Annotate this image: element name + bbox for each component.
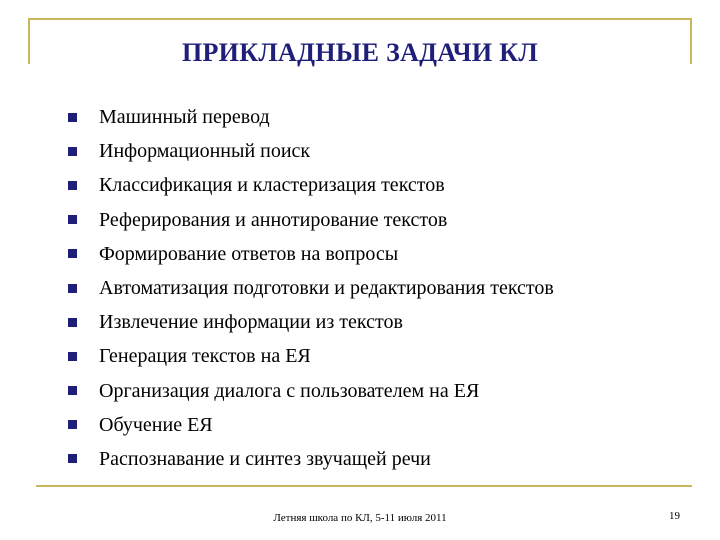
footer-caption: Летняя школа по КЛ, 5-11 июля 2011 (273, 512, 447, 524)
list-item (68, 271, 688, 305)
square-bullet-icon (68, 284, 77, 293)
list-item-text: Генерация текстов на ЕЯ (99, 345, 311, 368)
list-item (68, 168, 688, 202)
list-item (68, 374, 688, 408)
frame-top-line (28, 18, 692, 20)
square-bullet-icon (68, 420, 77, 429)
list-item-text: Извлечение информации из текстов (99, 311, 403, 334)
square-bullet-icon (68, 249, 77, 258)
list-item-text: Формирование ответов на вопросы (99, 242, 399, 265)
slide-title: ПРИКЛАДНЫЕ ЗАДАЧИ КЛ (181, 38, 539, 67)
square-bullet-icon (68, 318, 77, 327)
footer-divider (36, 485, 692, 487)
list-item-text: Реферирования и аннотирование текстов (99, 208, 448, 231)
list-item (68, 134, 688, 168)
list-item-text: Организация диалога с пользователем на ЕЯ (99, 379, 480, 402)
list-item (68, 203, 688, 237)
list-item (68, 305, 688, 339)
square-bullet-icon (68, 215, 77, 224)
list-item (68, 408, 688, 442)
square-bullet-icon (68, 147, 77, 156)
list-item-text: Обучение ЕЯ (99, 413, 213, 436)
list-item (68, 442, 688, 476)
list-item-text: Машинный перевод (99, 106, 270, 129)
square-bullet-icon (68, 454, 77, 463)
list-item-text: Классификация и кластеризация текстов (99, 174, 445, 197)
list-item (68, 237, 688, 271)
square-bullet-icon (68, 352, 77, 361)
list-item (68, 339, 688, 373)
page-number: 19 (669, 510, 680, 522)
task-list (68, 100, 688, 476)
list-item-text: Автоматизация подготовки и редактирования текстов (99, 277, 554, 300)
square-bullet-icon (68, 181, 77, 190)
square-bullet-icon (68, 386, 77, 395)
list-item-text: Распознавание и синтез звучащей речи (99, 447, 431, 470)
square-bullet-icon (68, 113, 77, 122)
list-item (68, 100, 688, 134)
list-item-text: Информационный поиск (99, 140, 311, 163)
